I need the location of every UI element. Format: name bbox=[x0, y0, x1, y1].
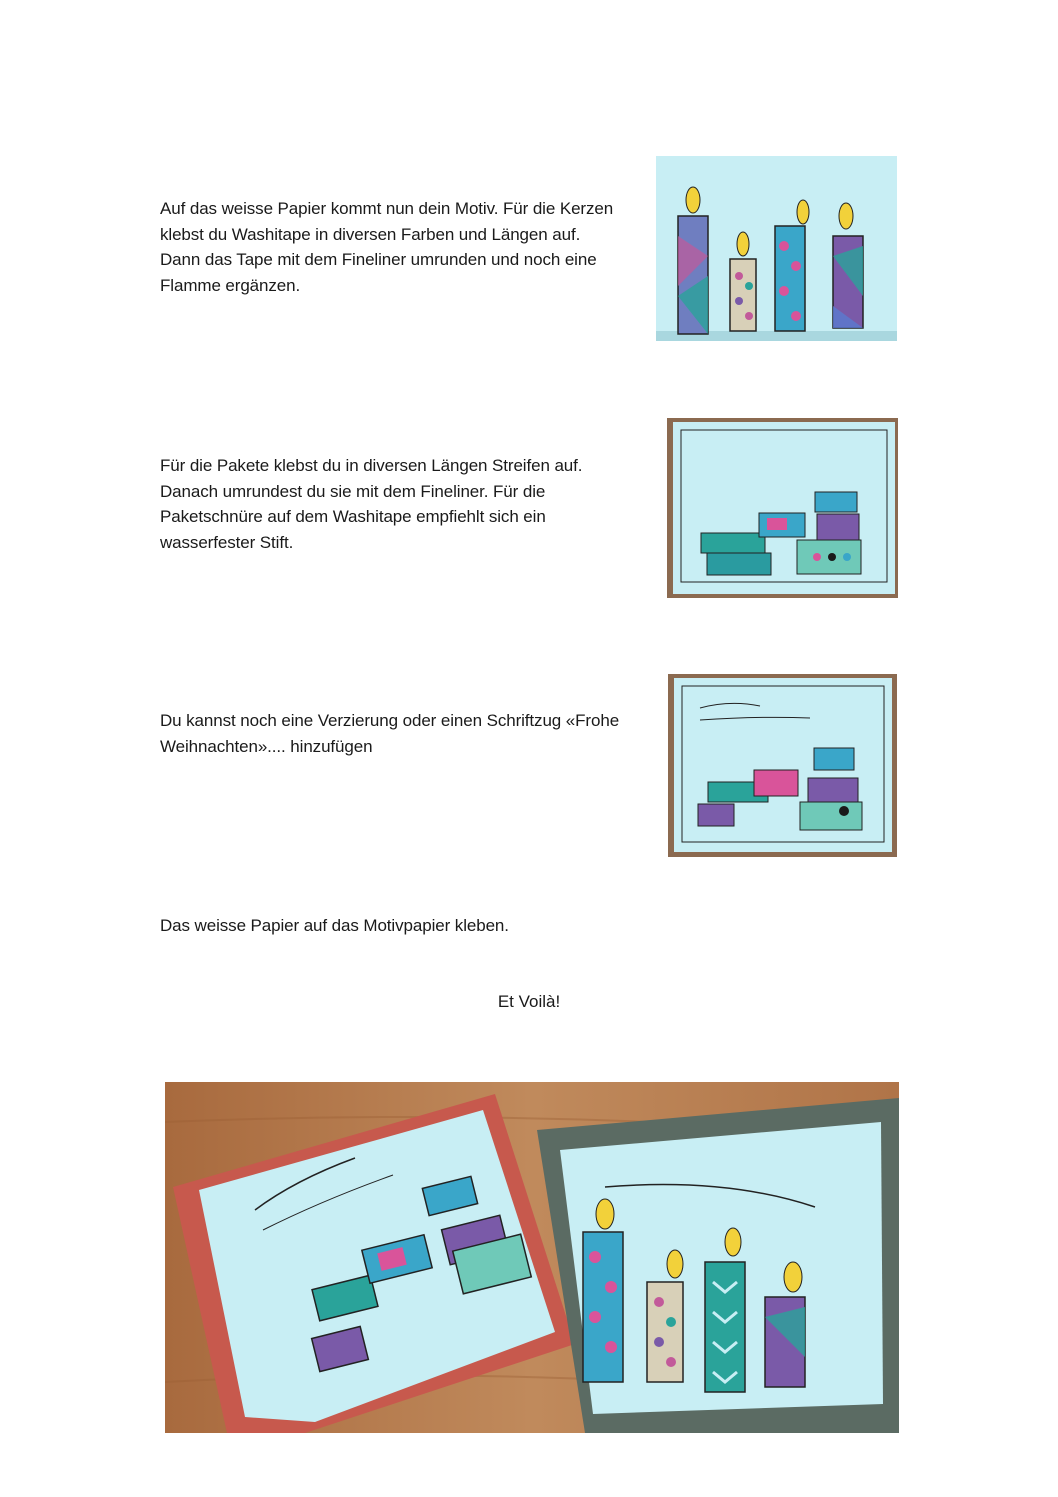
lettering-photo bbox=[668, 674, 897, 857]
closing-text bbox=[0, 992, 1058, 1012]
instruction-candles bbox=[160, 196, 613, 298]
text-line: klebst du Washitape in diversen Farben und Längen auf. bbox=[160, 224, 581, 244]
text-line: Für die Pakete klebst du in diversen Längen Streifen auf. bbox=[160, 456, 583, 475]
candles-photo bbox=[656, 156, 897, 341]
text-line: Danach umrundest du sie mit dem Fineliner. Für die bbox=[160, 481, 546, 501]
instruction-lettering bbox=[160, 708, 619, 759]
text-line: Weihnachten».... hinzufügen bbox=[160, 736, 373, 756]
instruction-gifts bbox=[160, 453, 582, 555]
et-voila: Et Voilà! bbox=[497, 992, 561, 1011]
text-line: Flamme ergänzen. bbox=[160, 275, 301, 295]
text-line: Dann das Tape mit dem Fineliner umrunden und noch eine bbox=[160, 250, 597, 269]
final-cards-photo bbox=[165, 1082, 899, 1433]
gifts-photo bbox=[667, 418, 898, 598]
instruction-glue bbox=[160, 913, 509, 939]
text-line: wasserfester Stift. bbox=[160, 532, 294, 552]
text-line: Paketschnüre auf dem Washitape empfiehlt sich ein bbox=[160, 507, 546, 526]
text-line: Auf das weisse Papier kommt nun dein Motiv. Für die Kerzen bbox=[160, 199, 614, 218]
text-line: Das weisse Papier auf das Motivpapier kleben. bbox=[160, 916, 509, 935]
text-line: Du kannst noch eine Verzierung oder einen Schriftzug «Frohe bbox=[160, 711, 620, 730]
